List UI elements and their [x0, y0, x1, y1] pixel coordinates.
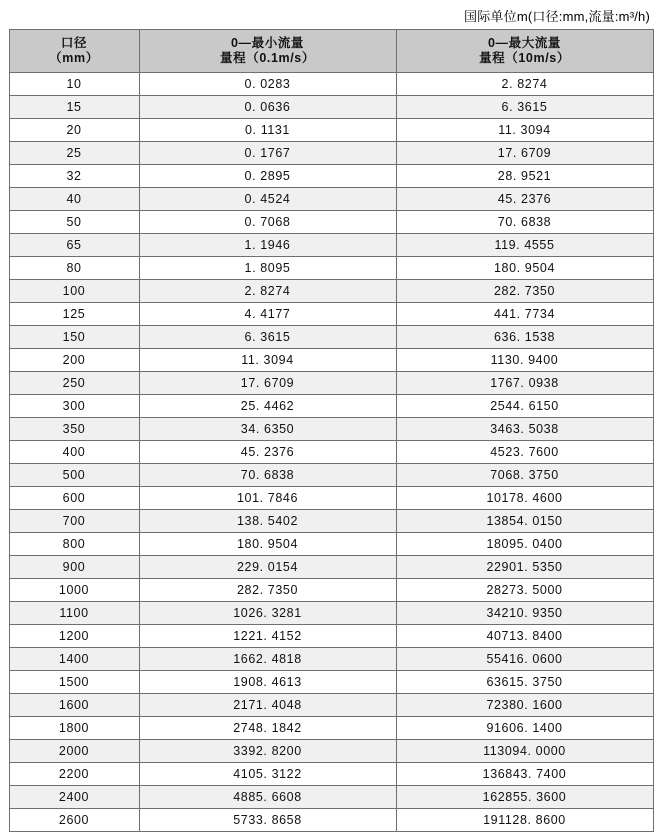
cell-max-flow: 63615. 3750 — [396, 671, 653, 694]
cell-min-flow: 2748. 1842 — [139, 717, 396, 740]
cell-max-flow: 1130. 9400 — [396, 349, 653, 372]
cell-min-flow: 17. 6709 — [139, 372, 396, 395]
cell-min-flow: 25. 4462 — [139, 395, 396, 418]
cell-min-flow: 1221. 4152 — [139, 625, 396, 648]
cell-diameter: 10 — [9, 73, 139, 96]
cell-min-flow: 5733. 8658 — [139, 809, 396, 832]
cell-min-flow: 0. 7068 — [139, 211, 396, 234]
cell-min-flow: 0. 0636 — [139, 96, 396, 119]
cell-diameter: 200 — [9, 349, 139, 372]
table-row — [9, 326, 653, 349]
cell-max-flow: 10178. 4600 — [396, 487, 653, 510]
cell-min-flow: 2. 8274 — [139, 280, 396, 303]
table-row — [9, 809, 653, 832]
cell-max-flow: 34210. 9350 — [396, 602, 653, 625]
cell-diameter: 800 — [9, 533, 139, 556]
table-row — [9, 372, 653, 395]
cell-max-flow: 282. 7350 — [396, 280, 653, 303]
cell-diameter: 1400 — [9, 648, 139, 671]
cell-max-flow: 28. 9521 — [396, 165, 653, 188]
cell-diameter: 600 — [9, 487, 139, 510]
table-row — [9, 395, 653, 418]
cell-min-flow: 45. 2376 — [139, 441, 396, 464]
column-header-max-flow-line1: 0—最大流量 — [487, 36, 562, 50]
table-header-row — [9, 30, 653, 73]
cell-max-flow: 191128. 8600 — [396, 809, 653, 832]
cell-diameter: 32 — [9, 165, 139, 188]
table-row — [9, 142, 653, 165]
table-row — [9, 602, 653, 625]
cell-max-flow: 45. 2376 — [396, 188, 653, 211]
cell-max-flow: 1767. 0938 — [396, 372, 653, 395]
cell-min-flow: 180. 9504 — [139, 533, 396, 556]
table-row — [9, 671, 653, 694]
column-header-min-flow-line2: 量程（0.1m/s） — [220, 51, 315, 65]
table-row — [9, 533, 653, 556]
table-row — [9, 188, 653, 211]
cell-diameter: 2200 — [9, 763, 139, 786]
cell-min-flow: 0. 1131 — [139, 119, 396, 142]
units-caption: 国际单位m(口径:mm,流量:m³/h) — [464, 9, 650, 24]
table-row — [9, 464, 653, 487]
cell-min-flow: 1662. 4818 — [139, 648, 396, 671]
cell-min-flow: 4. 4177 — [139, 303, 396, 326]
table-row — [9, 96, 653, 119]
cell-diameter: 150 — [9, 326, 139, 349]
cell-diameter: 350 — [9, 418, 139, 441]
table-row — [9, 211, 653, 234]
table-row — [9, 418, 653, 441]
cell-max-flow: 162855. 3600 — [396, 786, 653, 809]
cell-diameter: 700 — [9, 510, 139, 533]
table-row — [9, 717, 653, 740]
cell-diameter: 80 — [9, 257, 139, 280]
table-row — [9, 648, 653, 671]
cell-diameter: 1800 — [9, 717, 139, 740]
cell-diameter: 15 — [9, 96, 139, 119]
table-row — [9, 694, 653, 717]
cell-max-flow: 17. 6709 — [396, 142, 653, 165]
cell-diameter: 2400 — [9, 786, 139, 809]
column-header-max-flow — [396, 30, 653, 73]
table-row — [9, 280, 653, 303]
cell-min-flow: 11. 3094 — [139, 349, 396, 372]
table-row — [9, 165, 653, 188]
cell-diameter: 900 — [9, 556, 139, 579]
cell-max-flow: 441. 7734 — [396, 303, 653, 326]
table-row — [9, 234, 653, 257]
cell-max-flow: 22901. 5350 — [396, 556, 653, 579]
cell-diameter: 1500 — [9, 671, 139, 694]
cell-max-flow: 28273. 5000 — [396, 579, 653, 602]
cell-max-flow: 2. 8274 — [396, 73, 653, 96]
cell-max-flow: 113094. 0000 — [396, 740, 653, 763]
cell-max-flow: 180. 9504 — [396, 257, 653, 280]
cell-diameter: 1000 — [9, 579, 139, 602]
cell-max-flow: 136843. 7400 — [396, 763, 653, 786]
cell-diameter: 40 — [9, 188, 139, 211]
cell-max-flow: 11. 3094 — [396, 119, 653, 142]
column-header-max-flow-line2: 量程（10m/s） — [479, 51, 570, 65]
cell-max-flow: 636. 1538 — [396, 326, 653, 349]
cell-min-flow: 1026. 3281 — [139, 602, 396, 625]
cell-min-flow: 101. 7846 — [139, 487, 396, 510]
cell-min-flow: 0. 1767 — [139, 142, 396, 165]
table-row — [9, 119, 653, 142]
table-row — [9, 556, 653, 579]
table-row — [9, 349, 653, 372]
cell-max-flow: 70. 6838 — [396, 211, 653, 234]
cell-min-flow: 34. 6350 — [139, 418, 396, 441]
cell-diameter: 500 — [9, 464, 139, 487]
cell-diameter: 20 — [9, 119, 139, 142]
table-row — [9, 510, 653, 533]
cell-max-flow: 4523. 7600 — [396, 441, 653, 464]
cell-diameter: 100 — [9, 280, 139, 303]
cell-diameter: 2600 — [9, 809, 139, 832]
table-row — [9, 303, 653, 326]
column-header-min-flow-line1: 0—最小流量 — [230, 36, 305, 50]
cell-max-flow: 119. 4555 — [396, 234, 653, 257]
cell-max-flow: 72380. 1600 — [396, 694, 653, 717]
cell-max-flow: 13854. 0150 — [396, 510, 653, 533]
cell-max-flow: 2544. 6150 — [396, 395, 653, 418]
cell-max-flow: 91606. 1400 — [396, 717, 653, 740]
cell-diameter: 1600 — [9, 694, 139, 717]
table-row — [9, 487, 653, 510]
cell-min-flow: 1908. 4613 — [139, 671, 396, 694]
table-row — [9, 73, 653, 96]
table-row — [9, 786, 653, 809]
cell-min-flow: 6. 3615 — [139, 326, 396, 349]
cell-diameter: 1200 — [9, 625, 139, 648]
column-header-diameter-line2: （mm） — [49, 51, 99, 65]
cell-max-flow: 7068. 3750 — [396, 464, 653, 487]
cell-max-flow: 6. 3615 — [396, 96, 653, 119]
cell-max-flow: 40713. 8400 — [396, 625, 653, 648]
cell-max-flow: 55416. 0600 — [396, 648, 653, 671]
flow-range-table — [9, 29, 654, 832]
table-row — [9, 441, 653, 464]
column-header-diameter-line1: 口径 — [60, 36, 88, 50]
cell-min-flow: 282. 7350 — [139, 579, 396, 602]
cell-min-flow: 0. 0283 — [139, 73, 396, 96]
column-header-min-flow — [139, 30, 396, 73]
column-header-diameter — [9, 30, 139, 73]
cell-diameter: 125 — [9, 303, 139, 326]
cell-min-flow: 4885. 6608 — [139, 786, 396, 809]
cell-min-flow: 3392. 8200 — [139, 740, 396, 763]
cell-diameter: 300 — [9, 395, 139, 418]
table-row — [9, 740, 653, 763]
cell-diameter: 25 — [9, 142, 139, 165]
table-body — [9, 73, 653, 832]
cell-min-flow: 0. 2895 — [139, 165, 396, 188]
cell-min-flow: 1. 8095 — [139, 257, 396, 280]
table-row — [9, 625, 653, 648]
cell-diameter: 400 — [9, 441, 139, 464]
cell-min-flow: 2171. 4048 — [139, 694, 396, 717]
cell-max-flow: 18095. 0400 — [396, 533, 653, 556]
table-row — [9, 579, 653, 602]
cell-max-flow: 3463. 5038 — [396, 418, 653, 441]
cell-min-flow: 138. 5402 — [139, 510, 396, 533]
cell-min-flow: 1. 1946 — [139, 234, 396, 257]
cell-diameter: 250 — [9, 372, 139, 395]
cell-min-flow: 0. 4524 — [139, 188, 396, 211]
table-row — [9, 257, 653, 280]
cell-min-flow: 229. 0154 — [139, 556, 396, 579]
cell-min-flow: 70. 6838 — [139, 464, 396, 487]
cell-min-flow: 4105. 3122 — [139, 763, 396, 786]
cell-diameter: 50 — [9, 211, 139, 234]
cell-diameter: 1100 — [9, 602, 139, 625]
cell-diameter: 65 — [9, 234, 139, 257]
table-header — [9, 30, 653, 73]
cell-diameter: 2000 — [9, 740, 139, 763]
table-row — [9, 763, 653, 786]
